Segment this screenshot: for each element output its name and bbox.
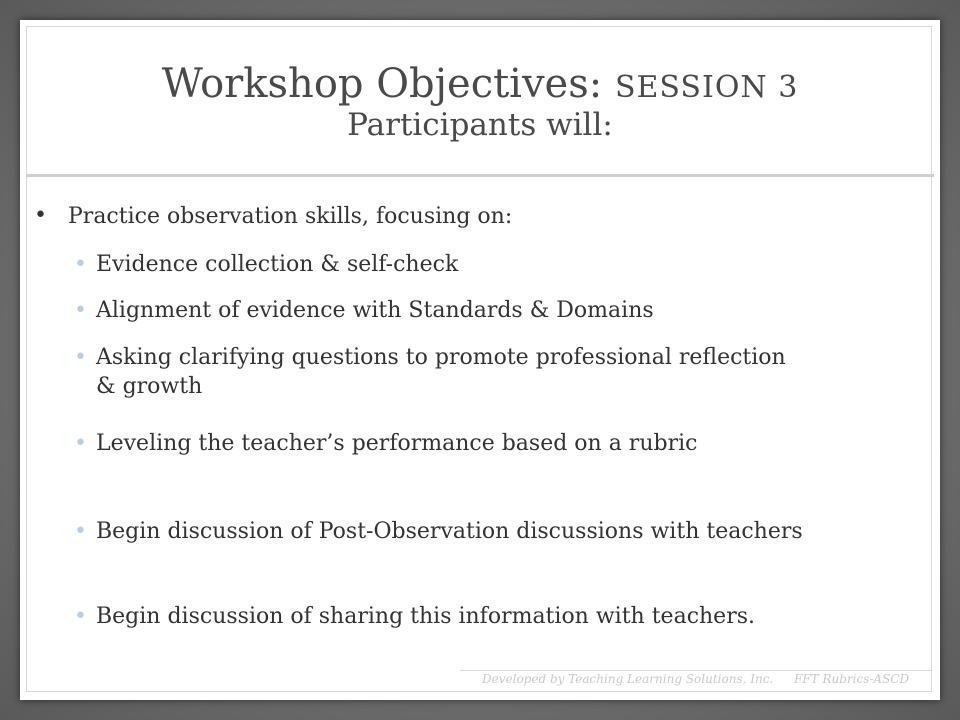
sub-bullet-dot-icon: •	[74, 604, 87, 629]
list-item-text: Leveling the teacher’s performance based on a rubric	[96, 431, 698, 456]
list-item-text: Begin discussion of sharing this information with teachers.	[96, 604, 756, 629]
sub-bullet-dot-icon: •	[74, 345, 87, 370]
list-item	[74, 429, 894, 458]
list-item	[74, 602, 894, 631]
title-subtitle: Participants will:	[347, 107, 613, 143]
footer-divider	[460, 670, 932, 671]
list-item	[74, 343, 804, 401]
bullet-dot-icon: •	[34, 203, 47, 228]
title-line	[20, 61, 940, 107]
sub-bullet-dot-icon: •	[74, 252, 87, 277]
footer-source: FFT Rubrics-ASCD	[794, 672, 910, 686]
list-item	[74, 517, 834, 546]
bullet-top-text: Practice observation skills, focusing on:	[68, 204, 513, 229]
sub-bullet-dot-icon: •	[74, 519, 87, 544]
list-item	[74, 250, 894, 279]
list-item-text: Begin discussion of Post-Observation discussions with teachers	[96, 519, 803, 544]
title-divider	[26, 174, 934, 177]
footer-credit: Developed by Teaching Learning Solutions, Inc.	[482, 672, 774, 686]
title-session: SESSION 3	[614, 70, 799, 105]
sub-bullet-dot-icon: •	[74, 431, 87, 456]
list-item	[74, 296, 894, 325]
sub-bullet-dot-icon: •	[74, 298, 87, 323]
list-item-text: Asking clarifying questions to promote professional reflection & growth	[96, 345, 786, 399]
slide	[20, 20, 940, 700]
list-item-text: Alignment of evidence with Standards & Domains	[96, 298, 654, 323]
list-item-text: Evidence collection & self-check	[96, 252, 459, 277]
slide-title	[20, 61, 940, 143]
title-main: Workshop Objectives:	[161, 61, 615, 107]
